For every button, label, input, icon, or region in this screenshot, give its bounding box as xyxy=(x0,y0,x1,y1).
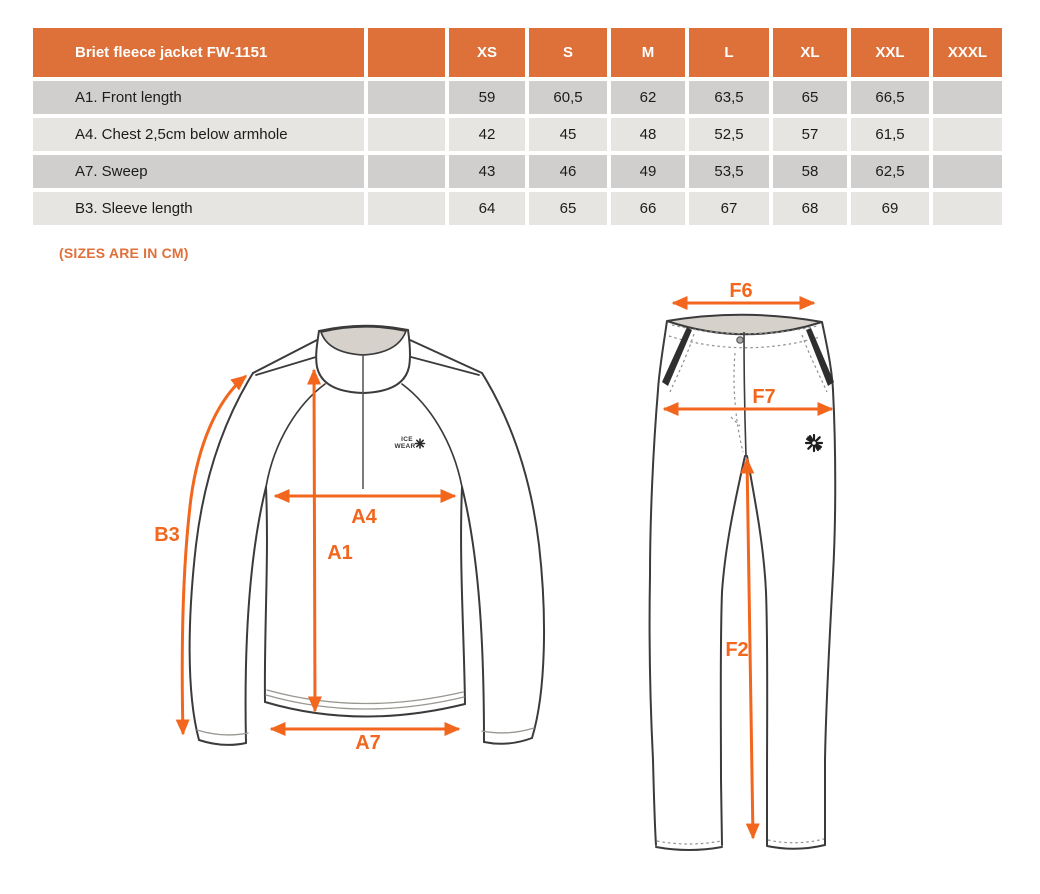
pants-snowflake-icon xyxy=(806,435,822,451)
size-value: 61,5 xyxy=(851,118,929,151)
size-value: 42 xyxy=(449,118,525,151)
label-a1: A1 xyxy=(327,542,353,564)
size-value: 58 xyxy=(773,155,847,188)
table-title: Briet fleece jacket FW-1151 xyxy=(33,28,364,77)
jacket-right-sleeve-outer xyxy=(482,373,544,738)
pants-right-leg-outer xyxy=(822,322,835,845)
size-value: 62 xyxy=(611,81,685,114)
label-b3: B3 xyxy=(154,524,180,546)
size-value: 53,5 xyxy=(689,155,769,188)
pants-left-cuff-stitch xyxy=(657,841,721,844)
jacket-left-sleeve-outer xyxy=(190,373,253,740)
pants-fly-stitch xyxy=(734,353,743,452)
pants-left-cuff xyxy=(656,847,722,850)
pants-fly-bartack xyxy=(731,417,740,426)
jacket-arrows xyxy=(154,370,459,754)
size-header-xxxl: XXXL xyxy=(933,28,1002,77)
size-header-m: M xyxy=(611,28,685,77)
size-value: 65 xyxy=(529,192,607,225)
pants-right-cuff xyxy=(767,845,825,849)
pants-left-leg-outer xyxy=(650,321,667,845)
jacket-hem-stitch-2 xyxy=(267,690,463,704)
size-value: 65 xyxy=(773,81,847,114)
label-a7: A7 xyxy=(355,732,381,754)
label-f2: F2 xyxy=(725,639,749,661)
jacket-left-shoulder-top xyxy=(253,340,317,373)
sizes-note: (SIZES ARE IN CM) xyxy=(59,245,189,261)
icewear-logo xyxy=(394,436,424,450)
row-label: A1. Front length xyxy=(33,81,364,114)
size-value: 68 xyxy=(773,192,847,225)
size-value: 63,5 xyxy=(689,81,769,114)
row-label: A4. Chest 2,5cm below armhole xyxy=(33,118,364,151)
jacket-body-right xyxy=(461,487,465,704)
size-value: 64 xyxy=(449,192,525,225)
row-label: B3. Sleeve length xyxy=(33,192,364,225)
jacket-left-raglan-seam xyxy=(266,384,325,487)
size-value: 48 xyxy=(611,118,685,151)
size-value: 45 xyxy=(529,118,607,151)
pants-center-seam xyxy=(744,332,746,456)
jacket-left-cuff xyxy=(199,740,246,745)
jacket-right-shoulder-top xyxy=(410,340,482,373)
size-value: 59 xyxy=(449,81,525,114)
label-f6: F6 xyxy=(729,280,753,302)
label-a4: A4 xyxy=(351,506,377,528)
row-label: A7. Sweep xyxy=(33,155,364,188)
size-value: 60,5 xyxy=(529,81,607,114)
logo-text-top: ICE xyxy=(401,436,413,443)
pants-right-cuff-stitch xyxy=(768,839,824,843)
pants-button xyxy=(737,337,743,343)
jacket-drawing xyxy=(154,326,544,754)
jacket-left-sleeve-inner xyxy=(246,487,266,743)
size-value: 49 xyxy=(611,155,685,188)
size-header-xs: XS xyxy=(449,28,525,77)
jacket-left-cuff-stitch xyxy=(197,730,248,735)
size-header-xxl: XXL xyxy=(851,28,929,77)
pants-arrows xyxy=(664,280,832,838)
size-header-l: L xyxy=(689,28,769,77)
label-f7: F7 xyxy=(752,386,776,408)
jacket-right-cuff-stitch xyxy=(482,728,534,733)
size-value: 69 xyxy=(851,192,929,225)
arrow-a1 xyxy=(314,370,315,711)
size-value: 66 xyxy=(611,192,685,225)
size-value: 62,5 xyxy=(851,155,929,188)
size-value: 57 xyxy=(773,118,847,151)
size-value: 52,5 xyxy=(689,118,769,151)
size-value: 66,5 xyxy=(851,81,929,114)
jacket-body-left xyxy=(265,487,267,702)
size-header-s: S xyxy=(529,28,607,77)
logo-snowflake-icon xyxy=(416,439,425,448)
size-header-xl: XL xyxy=(773,28,847,77)
arrow-b3 xyxy=(182,376,246,734)
size-value: 67 xyxy=(689,192,769,225)
logo-text-bottom: WEAR xyxy=(394,443,416,450)
pants-drawing xyxy=(650,280,836,850)
size-value: 46 xyxy=(529,155,607,188)
size-value: 43 xyxy=(449,155,525,188)
jacket-right-cuff xyxy=(484,738,532,744)
